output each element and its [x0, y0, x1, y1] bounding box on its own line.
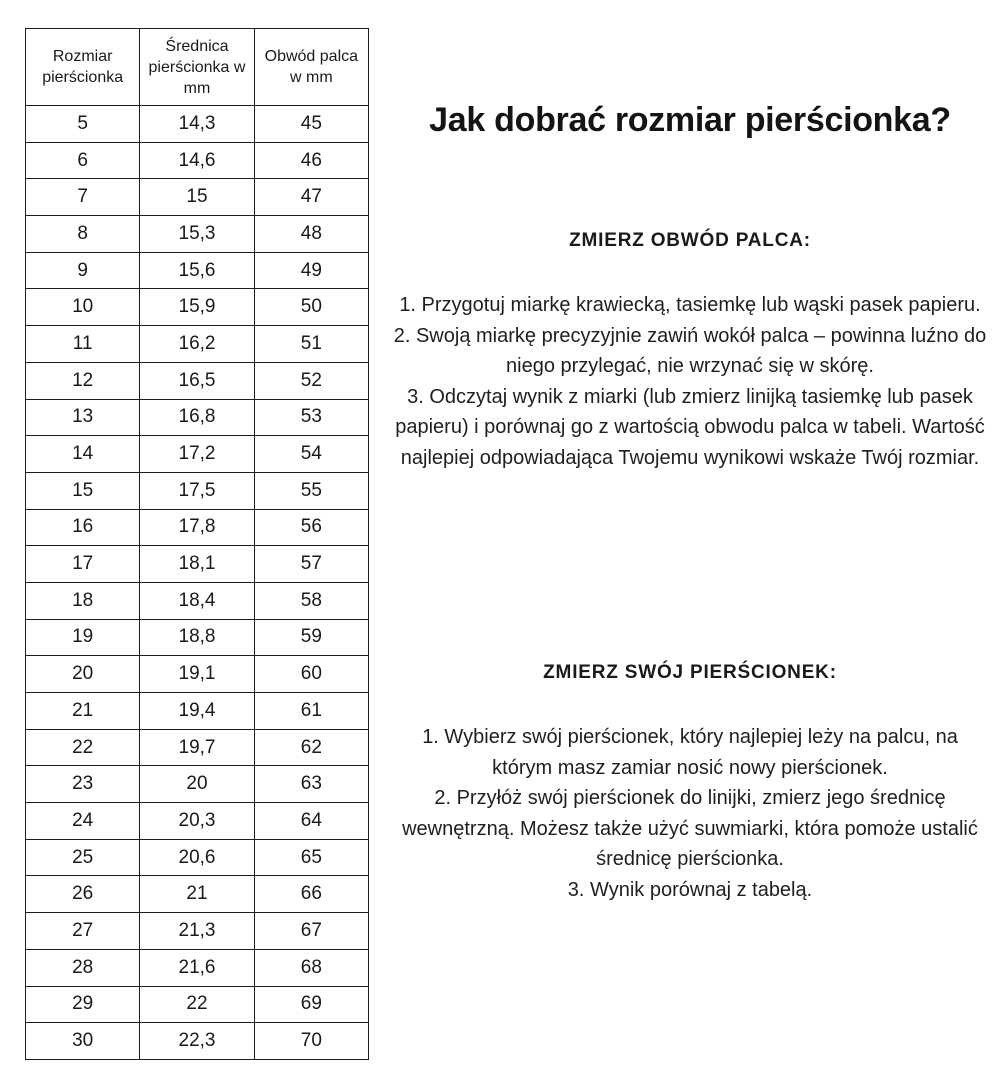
table-row: [26, 399, 369, 436]
table-cell: 15,3: [140, 216, 254, 253]
table-row: [26, 106, 369, 143]
table-row: [26, 326, 369, 363]
table-cell: 19,1: [140, 656, 254, 693]
table-cell: 17,5: [140, 472, 254, 509]
ring-size-table: [25, 28, 369, 1060]
table-cell: 47: [254, 179, 368, 216]
table-cell: 70: [254, 1023, 368, 1060]
table-cell: 27: [26, 913, 140, 950]
table-cell: 20: [140, 766, 254, 803]
table-cell: 54: [254, 436, 368, 473]
table-cell: 61: [254, 693, 368, 730]
table-cell: 10: [26, 289, 140, 326]
table-cell: 21,3: [140, 913, 254, 950]
instruction-item: 1. Przygotuj miarkę krawiecką, tasiemkę lub wąski pasek papieru.: [399, 294, 981, 316]
table-cell: 20,3: [140, 803, 254, 840]
table-cell: 16,5: [140, 362, 254, 399]
table-row: [26, 436, 369, 473]
table-cell: 26: [26, 876, 140, 913]
table-cell: 17,2: [140, 436, 254, 473]
table-row: [26, 876, 369, 913]
table-cell: 23: [26, 766, 140, 803]
table-row: [26, 766, 369, 803]
table-row: [26, 142, 369, 179]
table-cell: 8: [26, 216, 140, 253]
table-cell: 57: [254, 546, 368, 583]
table-cell: 14,6: [140, 142, 254, 179]
table-cell: 60: [254, 656, 368, 693]
instruction-item: 3. Odczytaj wynik z miarki (lub zmierz linijką tasiemkę lub pasek papieru) i porównaj go z wartością obwodu palca w tabeli. Wartość najlepiej odpowiadająca Twojemu wynikowi wskaże Twój rozmiar.: [395, 385, 985, 469]
table-cell: 18,4: [140, 582, 254, 619]
table-cell: 25: [26, 839, 140, 876]
table-cell: 5: [26, 106, 140, 143]
table-cell: 69: [254, 986, 368, 1023]
table-cell: 45: [254, 106, 368, 143]
instruction-item: 3. Wynik porównaj z tabelą.: [567, 878, 813, 901]
table-row: [26, 472, 369, 509]
table-cell: 58: [254, 582, 368, 619]
guide-section: [392, 229, 988, 474]
table-cell: 15: [26, 472, 140, 509]
table-cell: 29: [26, 986, 140, 1023]
table-cell: 30: [26, 1023, 140, 1060]
table-cell: 49: [254, 252, 368, 289]
table-cell: 15,6: [140, 252, 254, 289]
table-cell: 16,8: [140, 399, 254, 436]
section-heading: ZMIERZ SWÓJ PIERŚCIONEK:: [543, 662, 837, 683]
table-row: [26, 949, 369, 986]
table-row: [26, 729, 369, 766]
table-cell: 20: [26, 656, 140, 693]
table-cell: 18,8: [140, 619, 254, 656]
table-cell: 17: [26, 546, 140, 583]
table-row: [26, 509, 369, 546]
table-cell: 48: [254, 216, 368, 253]
table-row: [26, 986, 369, 1023]
table-row: [26, 693, 369, 730]
table-row: [26, 546, 369, 583]
table-cell: 11: [26, 326, 140, 363]
table-cell: 67: [254, 913, 368, 950]
table-cell: 22: [26, 729, 140, 766]
table-cell: 14: [26, 436, 140, 473]
table-cell: 9: [26, 252, 140, 289]
table-cell: 19: [26, 619, 140, 656]
table-header: [26, 29, 369, 106]
table-cell: 22,3: [140, 1023, 254, 1060]
table-cell: 62: [254, 729, 368, 766]
section-heading: ZMIERZ OBWÓD PALCA:: [569, 230, 811, 251]
table-cell: 16: [26, 509, 140, 546]
instruction-item: 2. Swoją miarkę precyzyjnie zawiń wokół palca – powinna luźno do niego przylegać, nie wrzynać się w skórę.: [393, 324, 987, 378]
table-row: [26, 252, 369, 289]
table-cell: 7: [26, 179, 140, 216]
table-header-row: [26, 29, 369, 106]
table-cell: 21: [26, 693, 140, 730]
table-cell: 15: [140, 179, 254, 216]
table-row: [26, 656, 369, 693]
table-row: [26, 619, 369, 656]
table-cell: 17,8: [140, 509, 254, 546]
table-cell: 18: [26, 582, 140, 619]
guide-section: [392, 661, 988, 906]
column-header: Średnica pierścionka w mm: [140, 29, 254, 106]
table-row: [26, 839, 369, 876]
instruction-item: 1. Wybierz swój pierścionek, który najlepiej leży na palcu, na którym masz zamiar nosić nowy pierścionek.: [422, 726, 958, 779]
table-cell: 20,6: [140, 839, 254, 876]
table-cell: 68: [254, 949, 368, 986]
table-cell: 53: [254, 399, 368, 436]
table-cell: 46: [254, 142, 368, 179]
guide-panel: [392, 100, 988, 1084]
table-row: [26, 289, 369, 326]
table-row: [26, 216, 369, 253]
table-cell: 22: [140, 986, 254, 1023]
table-row: [26, 582, 369, 619]
table-cell: 21: [140, 876, 254, 913]
page-title: Jak dobrać rozmiar pierścionka?: [429, 101, 951, 139]
table-cell: 55: [254, 472, 368, 509]
column-header: Rozmiar pierścionka: [26, 29, 140, 106]
table-cell: 64: [254, 803, 368, 840]
table-row: [26, 803, 369, 840]
table-cell: 65: [254, 839, 368, 876]
table-cell: 14,3: [140, 106, 254, 143]
table-cell: 19,4: [140, 693, 254, 730]
table-row: [26, 913, 369, 950]
table-cell: 52: [254, 362, 368, 399]
table-cell: 21,6: [140, 949, 254, 986]
table-cell: 18,1: [140, 546, 254, 583]
table-cell: 16,2: [140, 326, 254, 363]
table-cell: 63: [254, 766, 368, 803]
table-row: [26, 1023, 369, 1060]
table-cell: 13: [26, 399, 140, 436]
instruction-item: 2. Przyłóż swój pierścionek do linijki, zmierz jego średnicę wewnętrzną. Możesz także użyć suwmiarki, która pomoże ustalić średnicę pierścionka.: [402, 787, 978, 871]
table-cell: 59: [254, 619, 368, 656]
section-items: [392, 722, 988, 906]
table-cell: 24: [26, 803, 140, 840]
table-cell: 6: [26, 142, 140, 179]
table-cell: 66: [254, 876, 368, 913]
table-cell: 51: [254, 326, 368, 363]
table-cell: 12: [26, 362, 140, 399]
table-row: [26, 179, 369, 216]
column-header: Obwód palca w mm: [254, 29, 368, 106]
table-row: [26, 362, 369, 399]
table-cell: 15,9: [140, 289, 254, 326]
table-cell: 56: [254, 509, 368, 546]
table-cell: 28: [26, 949, 140, 986]
table-cell: 50: [254, 289, 368, 326]
section-items: [392, 290, 988, 474]
table-cell: 19,7: [140, 729, 254, 766]
table-body: [26, 106, 369, 1060]
